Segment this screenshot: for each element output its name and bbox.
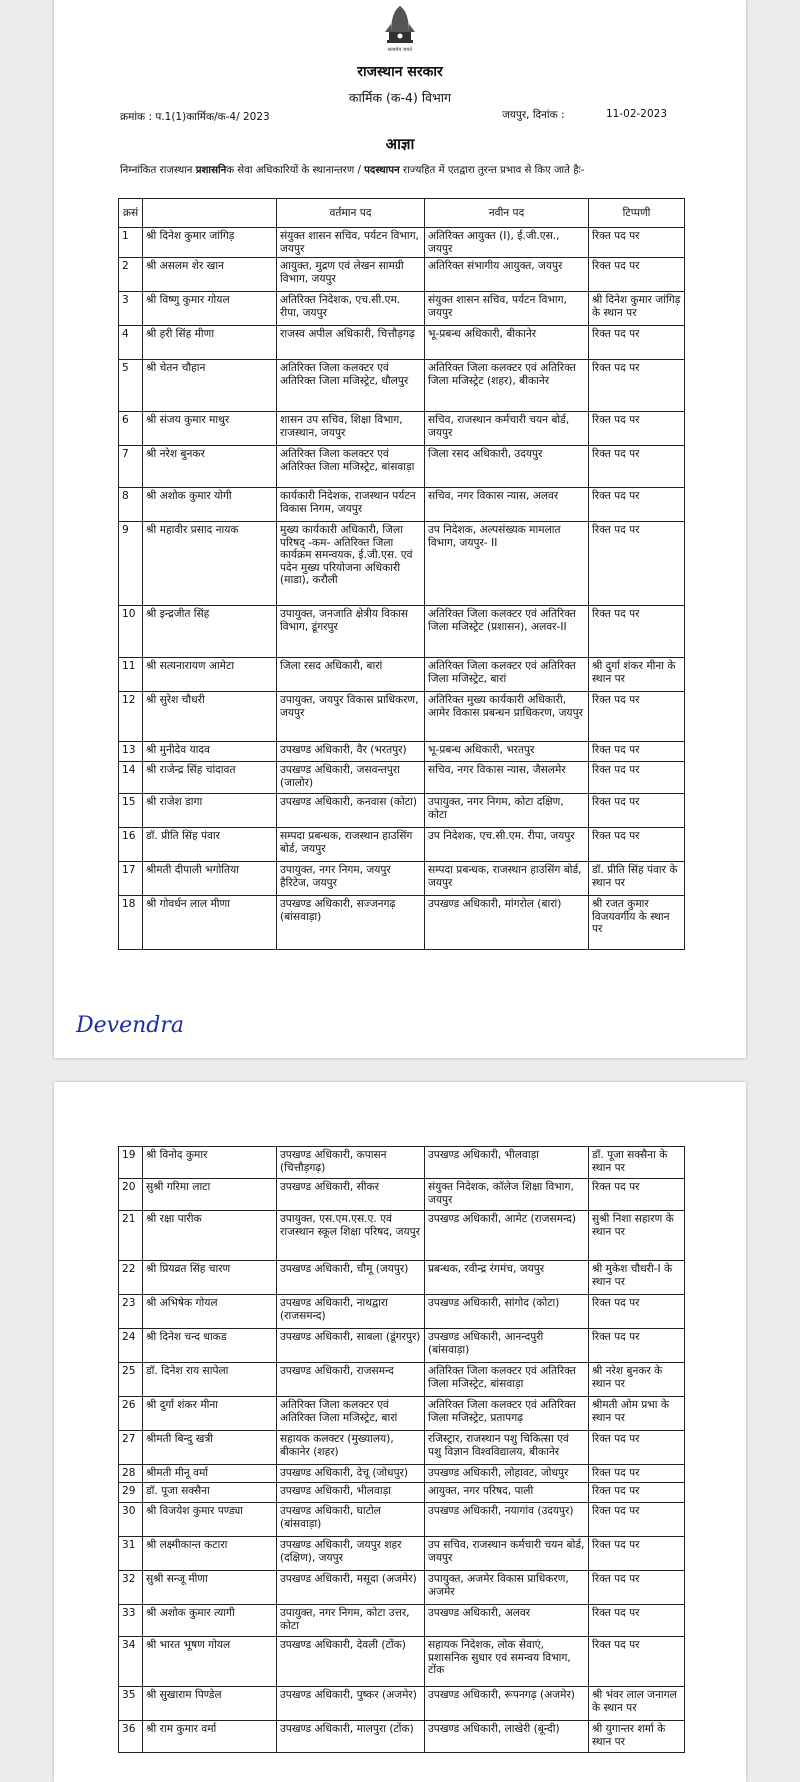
officer-name: श्री प्रियव्रत सिंह चारण <box>143 1261 277 1295</box>
current-post: संयुक्त शासन सचिव, पर्यटन विभाग, जयपुर <box>277 228 425 258</box>
remark: श्री रजत कुमार विजयवर्गीय के स्थान पर <box>589 896 685 950</box>
officer-name: श्रीमती बिन्दु खत्री <box>143 1431 277 1465</box>
table-row <box>119 606 685 658</box>
column-header: क्रसं <box>119 199 143 228</box>
table-row <box>119 1363 685 1397</box>
officer-name: श्रीमती मीनू वर्मा <box>143 1465 277 1483</box>
new-post: संयुक्त शासन सचिव, पर्यटन विभाग, जयपुर <box>425 292 589 326</box>
officer-name: श्री विष्णु कुमार गोयल <box>143 292 277 326</box>
table-row <box>119 762 685 794</box>
table-row <box>119 742 685 762</box>
new-post: उपखण्ड अधिकारी, आनन्दपुरी (बांसवाड़ा) <box>425 1329 589 1363</box>
serial-number: 33 <box>119 1605 143 1637</box>
table-row <box>119 1605 685 1637</box>
current-post: उपायुक्त, नगर निगम, कोटा उत्तर, कोटा <box>277 1605 425 1637</box>
officer-name: श्री सुरेश चौधरी <box>143 692 277 742</box>
officer-name: डॉ. पूजा सक्सैना <box>143 1483 277 1503</box>
table-row <box>119 446 685 488</box>
new-post: उपखण्ड अधिकारी, लाखेरी (बून्दी) <box>425 1721 589 1753</box>
order-title: आज्ञा <box>385 135 415 153</box>
remark: रिक्त पद पर <box>589 258 685 292</box>
serial-number: 5 <box>119 360 143 412</box>
serial-number: 12 <box>119 692 143 742</box>
current-post: उपायुक्त, नगर निगम, जयपुर हैरिटेज, जयपुर <box>277 862 425 896</box>
current-post: उपखण्ड अधिकारी, जयपुर शहर (दक्षिण), जयपुर <box>277 1537 425 1571</box>
current-post: उपखण्ड अधिकारी, चौमू (जयपुर) <box>277 1261 425 1295</box>
officer-name: श्री सत्यनारायण आमेटा <box>143 658 277 692</box>
officer-name: श्री इन्द्रजीत सिंह <box>143 606 277 658</box>
serial-number: 29 <box>119 1483 143 1503</box>
serial-number: 6 <box>119 412 143 446</box>
serial-number: 30 <box>119 1503 143 1537</box>
current-post: अतिरिक्त जिला कलक्टर एवं अतिरिक्त जिला मजिस्ट्रेट, बारां <box>277 1397 425 1431</box>
remark: श्री नरेश बुनकर के स्थान पर <box>589 1363 685 1397</box>
new-post: भू-प्रबन्ध अधिकारी, बीकानेर <box>425 326 589 360</box>
remark: रिक्त पद पर <box>589 1537 685 1571</box>
current-post: उपखण्ड अधिकारी, जसवन्तपुरा (जालोर) <box>277 762 425 794</box>
new-post: अतिरिक्त मुख्य कार्यकारी अधिकारी, आमेर विकास प्रबन्धन प्राधिकरण, जयपुर <box>425 692 589 742</box>
table-row <box>119 1483 685 1503</box>
new-post: जिला रसद अधिकारी, उदयपुर <box>425 446 589 488</box>
serial-number: 32 <box>119 1571 143 1605</box>
serial-number: 28 <box>119 1465 143 1483</box>
serial-number: 35 <box>119 1687 143 1721</box>
remark: डॉ. पूजा सक्सैना के स्थान पर <box>589 1147 685 1179</box>
officer-name: श्री महावीर प्रसाद नायक <box>143 522 277 606</box>
new-post: उपखण्ड अधिकारी, रूपनगढ़ (अजमेर) <box>425 1687 589 1721</box>
current-post: अतिरिक्त जिला कलक्टर एवं अतिरिक्त जिला मजिस्ट्रेट, बांसवाड़ा <box>277 446 425 488</box>
new-post: उप निदेशक, एच.सी.एम. रीपा, जयपुर <box>425 828 589 862</box>
table-row <box>119 412 685 446</box>
officer-name: श्री राजेन्द्र सिंह चांदावत <box>143 762 277 794</box>
table-row <box>119 658 685 692</box>
remark: रिक्त पद पर <box>589 412 685 446</box>
serial-number: 18 <box>119 896 143 950</box>
remark: श्री मुकेश चौधरी-I के स्थान पर <box>589 1261 685 1295</box>
officer-name: सुश्री गरिमा लाटा <box>143 1179 277 1211</box>
officer-name: श्री राम कुमार वर्मा <box>143 1721 277 1753</box>
document-page-2 <box>54 1082 746 1782</box>
table-row <box>119 896 685 950</box>
serial-number: 31 <box>119 1537 143 1571</box>
remark: रिक्त पद पर <box>589 1483 685 1503</box>
current-post: उपखण्ड अधिकारी, कनवास (कोटा) <box>277 794 425 828</box>
officer-name: श्री रक्षा पारीक <box>143 1211 277 1261</box>
current-post: उपायुक्त, एस.एम.एस.ए. एवं राजस्थान स्कूल शिक्षा परिषद, जयपुर <box>277 1211 425 1261</box>
table-row <box>119 1397 685 1431</box>
officer-name: श्रीमती दीपाली भगोतिया <box>143 862 277 896</box>
new-post: आयुक्त, नगर परिषद, पाली <box>425 1483 589 1503</box>
officer-name: श्री दिनेश चन्द धाकड <box>143 1329 277 1363</box>
table-row <box>119 1211 685 1261</box>
current-post: उपखण्ड अधिकारी, वैर (भरतपुर) <box>277 742 425 762</box>
emblem-motto: सत्यमेव जयते <box>387 47 413 53</box>
current-post: सम्पदा प्रबन्धक, राजस्थान हाउसिंग बोर्ड, जयपुर <box>277 828 425 862</box>
officer-name: श्री विनोद कुमार <box>143 1147 277 1179</box>
serial-number: 13 <box>119 742 143 762</box>
current-post: उपखण्ड अधिकारी, मसूदा (अजमेर) <box>277 1571 425 1605</box>
table-row <box>119 1537 685 1571</box>
remark: रिक्त पद पर <box>589 762 685 794</box>
current-post: उपखण्ड अधिकारी, सीकर <box>277 1179 425 1211</box>
column-header: वर्तमान पद <box>277 199 425 228</box>
table-row <box>119 258 685 292</box>
remark: डॉ. प्रीति सिंह पंवार के स्थान पर <box>589 862 685 896</box>
serial-number: 14 <box>119 762 143 794</box>
officer-name: श्री चेतन चौहान <box>143 360 277 412</box>
officer-name: श्री नरेश बुनकर <box>143 446 277 488</box>
remark: रिक्त पद पर <box>589 360 685 412</box>
current-post: उपखण्ड अधिकारी, मालपुरा (टोंक) <box>277 1721 425 1753</box>
transfer-table-page-2 <box>118 1146 685 1753</box>
table-row <box>119 522 685 606</box>
new-post: अतिरिक्त आयुक्त (I), ई.जी.एस., जयपुर <box>425 228 589 258</box>
new-post: उपायुक्त, अजमेर विकास प्राधिकरण, अजमेर <box>425 1571 589 1605</box>
remark: रिक्त पद पर <box>589 742 685 762</box>
current-post: उपखण्ड अधिकारी, भीलवाड़ा <box>277 1483 425 1503</box>
serial-number: 27 <box>119 1431 143 1465</box>
remark: रिक्त पद पर <box>589 794 685 828</box>
remark: रिक्त पद पर <box>589 606 685 658</box>
current-post: आयुक्त, मुद्रण एवं लेखन सामग्री विभाग, जयपुर <box>277 258 425 292</box>
serial-number: 3 <box>119 292 143 326</box>
current-post: उपखण्ड अधिकारी, देचू (जोधपुर) <box>277 1465 425 1483</box>
table-row <box>119 1147 685 1179</box>
serial-number: 26 <box>119 1397 143 1431</box>
remark: रिक्त पद पर <box>589 1329 685 1363</box>
remark: रिक्त पद पर <box>589 326 685 360</box>
table-row <box>119 828 685 862</box>
current-post: उपखण्ड अधिकारी, नाथद्वारा (राजसमन्द) <box>277 1295 425 1329</box>
intro-text: निम्नांकित राजस्थान प्रशासनिक सेवा अधिकारियों के स्थानान्तरण / पदस्थापन राज्यहित में एतद्वारा तुरन्त प्रभाव से किए जाते हैः- <box>120 165 585 176</box>
table-row <box>119 1721 685 1753</box>
column-header <box>143 199 277 228</box>
officer-name: श्री अशोक कुमार योगी <box>143 488 277 522</box>
new-post: रजिस्ट्रार, राजस्थान पशु चिकित्सा एवं पशु विज्ञान विश्वविद्यालय, बीकानेर <box>425 1431 589 1465</box>
remark: रिक्त पद पर <box>589 1503 685 1537</box>
current-post: राजस्व अपील अधिकारी, चित्तौड़गढ़ <box>277 326 425 360</box>
serial-number: 36 <box>119 1721 143 1753</box>
current-post: शासन उप सचिव, शिक्षा विभाग, राजस्थान, जयपुर <box>277 412 425 446</box>
remark: रिक्त पद पर <box>589 1571 685 1605</box>
officer-name: श्री लक्ष्मीकान्त कटारा <box>143 1537 277 1571</box>
serial-number: 21 <box>119 1211 143 1261</box>
officer-name: श्री संजय कुमार माथुर <box>143 412 277 446</box>
new-post: सचिव, राजस्थान कर्मचारी चयन बोर्ड, जयपुर <box>425 412 589 446</box>
new-post: अतिरिक्त जिला कलक्टर एवं अतिरिक्त जिला मजिस्ट्रेट, बांसवाड़ा <box>425 1363 589 1397</box>
serial-number: 17 <box>119 862 143 896</box>
officer-name: श्री गोवर्धन लाल मीणा <box>143 896 277 950</box>
remark: रिक्त पद पर <box>589 1605 685 1637</box>
remark: रिक्त पद पर <box>589 228 685 258</box>
serial-number: 7 <box>119 446 143 488</box>
officer-name: श्री असलम शेर खान <box>143 258 277 292</box>
serial-number: 15 <box>119 794 143 828</box>
current-post: जिला रसद अधिकारी, बारां <box>277 658 425 692</box>
new-post: अतिरिक्त जिला कलक्टर एवं अतिरिक्त जिला मजिस्ट्रेट, प्रतापगढ़ <box>425 1397 589 1431</box>
remark: श्री दुर्गा शंकर मीना के स्थान पर <box>589 658 685 692</box>
column-header: टिप्पणी <box>589 199 685 228</box>
officer-name: श्री दिनेश कुमार जांगिड़ <box>143 228 277 258</box>
serial-number: 19 <box>119 1147 143 1179</box>
ashoka-emblem-icon <box>377 2 423 54</box>
new-post: सचिव, नगर विकास न्यास, जैसलमेर <box>425 762 589 794</box>
department-name: कार्मिक (क-4) विभाग <box>348 90 452 105</box>
table-row <box>119 1179 685 1211</box>
serial-number: 22 <box>119 1261 143 1295</box>
remark: श्री भंवर लाल जनागल के स्थान पर <box>589 1687 685 1721</box>
remark: रिक्त पद पर <box>589 1637 685 1687</box>
officer-name: श्री अशोक कुमार त्यागी <box>143 1605 277 1637</box>
new-post: सहायक निदेशक, लोक सेवाएं, प्रशासनिक सुधार एवं समन्वय विभाग, टोंक <box>425 1637 589 1687</box>
serial-number: 16 <box>119 828 143 862</box>
current-post: उपखण्ड अधिकारी, कपासन (चित्तौड़गढ़) <box>277 1147 425 1179</box>
table-row <box>119 862 685 896</box>
signature <box>74 1004 184 1044</box>
serial-number: 9 <box>119 522 143 606</box>
remark: रिक्त पद पर <box>589 1179 685 1211</box>
remark: सुश्री निशा सहारण के स्थान पर <box>589 1211 685 1261</box>
current-post: कार्यकारी निदेशक, राजस्थान पर्यटन विकास निगम, जयपुर <box>277 488 425 522</box>
serial-number: 10 <box>119 606 143 658</box>
remark: श्री युगान्तर शर्मा के स्थान पर <box>589 1721 685 1753</box>
current-post: उपखण्ड अधिकारी, सज्जनगढ़ (बांसवाड़ा) <box>277 896 425 950</box>
new-post: उपखण्ड अधिकारी, अलवर <box>425 1605 589 1637</box>
new-post: अतिरिक्त जिला कलक्टर एवं अतिरिक्त जिला मजिस्ट्रेट, बारां <box>425 658 589 692</box>
new-post: अतिरिक्त जिला कलक्टर एवं अतिरिक्त जिला मजिस्ट्रेट (शहर), बीकानेर <box>425 360 589 412</box>
current-post: उपखण्ड अधिकारी, साबला (डूंगरपुर) <box>277 1329 425 1363</box>
new-post: उपखण्ड अधिकारी, लोहावट, जोधपुर <box>425 1465 589 1483</box>
table-header-row <box>119 199 685 228</box>
officer-name: सुश्री सन्जू मीणा <box>143 1571 277 1605</box>
current-post: मुख्य कार्यकारी अधिकारी, जिला परिषद् -कम- अतिरिक्त जिला कार्यक्रम समन्वयक, ई.जी.एस. एवं पदेन मुख्य परियोजना अधिकारी (माडा), करौली <box>277 522 425 606</box>
serial-number: 24 <box>119 1329 143 1363</box>
table-row <box>119 1503 685 1537</box>
officer-name: श्री विजयेश कुमार पण्ड्या <box>143 1503 277 1537</box>
remark: श्री दिनेश कुमार जांगिड़ के स्थान पर <box>589 292 685 326</box>
place-date-label: जयपुर, दिनांक : <box>502 109 565 121</box>
serial-number: 4 <box>119 326 143 360</box>
serial-number: 11 <box>119 658 143 692</box>
transfer-table-page-1 <box>118 198 685 950</box>
remark: श्रीमती ओम प्रभा के स्थान पर <box>589 1397 685 1431</box>
current-post: उपखण्ड अधिकारी, पुष्कर (अजमेर) <box>277 1687 425 1721</box>
table-row <box>119 794 685 828</box>
table-row <box>119 1687 685 1721</box>
remark: रिक्त पद पर <box>589 692 685 742</box>
table-row <box>119 1261 685 1295</box>
new-post: उपायुक्त, नगर निगम, कोटा दक्षिण, कोटा <box>425 794 589 828</box>
serial-number: 20 <box>119 1179 143 1211</box>
remark: रिक्त पद पर <box>589 446 685 488</box>
new-post: अतिरिक्त संभागीय आयुक्त, जयपुर <box>425 258 589 292</box>
current-post: उपायुक्त, जयपुर विकास प्राधिकरण, जयपुर <box>277 692 425 742</box>
current-post: उपखण्ड अधिकारी, घाटोल (बांसवाड़ा) <box>277 1503 425 1537</box>
table-row <box>119 360 685 412</box>
table-row <box>119 326 685 360</box>
table-row <box>119 488 685 522</box>
table-row <box>119 1571 685 1605</box>
new-post: सम्पदा प्रबन्धक, राजस्थान हाउसिंग बोर्ड, जयपुर <box>425 862 589 896</box>
current-post: उपखण्ड अधिकारी, राजसमन्द <box>277 1363 425 1397</box>
remark: रिक्त पद पर <box>589 1431 685 1465</box>
new-post: प्रबन्धक, रवीन्द्र रंगमंच, जयपुर <box>425 1261 589 1295</box>
new-post: उपखण्ड अधिकारी, भीलवाड़ा <box>425 1147 589 1179</box>
serial-number: 1 <box>119 228 143 258</box>
new-post: सचिव, नगर विकास न्यास, अलवर <box>425 488 589 522</box>
table-row <box>119 1431 685 1465</box>
new-post: उपखण्ड अधिकारी, आमेट (राजसमन्द) <box>425 1211 589 1261</box>
new-post: अतिरिक्त जिला कलक्टर एवं अतिरिक्त जिला मजिस्ट्रेट (प्रशासन), अलवर-II <box>425 606 589 658</box>
government-name: राजस्थान सरकार <box>357 64 443 80</box>
table-row <box>119 1295 685 1329</box>
table-row <box>119 1637 685 1687</box>
table-row <box>119 692 685 742</box>
new-post: उपखण्ड अधिकारी, मांगरोल (बारां) <box>425 896 589 950</box>
column-header: नवीन पद <box>425 199 589 228</box>
officer-name: श्री सुखाराम पिण्डेल <box>143 1687 277 1721</box>
table-row <box>119 1465 685 1483</box>
serial-number: 23 <box>119 1295 143 1329</box>
officer-name: श्री राजेश डागा <box>143 794 277 828</box>
current-post: अतिरिक्त जिला कलक्टर एवं अतिरिक्त जिला मजिस्ट्रेट, धौलपुर <box>277 360 425 412</box>
officer-name: डॉ. प्रीति सिंह पंवार <box>143 828 277 862</box>
order-date: 11-02-2023 <box>606 108 668 120</box>
order-number: क्रमांक : प.1(1)कार्मिक/क-4/ 2023 <box>120 111 270 123</box>
remark: रिक्त पद पर <box>589 522 685 606</box>
new-post: उपखण्ड अधिकारी, नयागांव (उदयपुर) <box>425 1503 589 1537</box>
current-post: अतिरिक्त निदेशक, एच.सी.एम. रीपा, जयपुर <box>277 292 425 326</box>
remark: रिक्त पद पर <box>589 828 685 862</box>
serial-number: 25 <box>119 1363 143 1397</box>
officer-name: श्री मुनीदेव यादव <box>143 742 277 762</box>
serial-number: 8 <box>119 488 143 522</box>
new-post: उप निदेशक, अल्पसंख्यक मामलात विभाग, जयपुर- II <box>425 522 589 606</box>
officer-name: श्री दुर्गा शंकर मीना <box>143 1397 277 1431</box>
officer-name: श्री भारत भूषण गोयल <box>143 1637 277 1687</box>
current-post: सहायक कलक्टर (मुख्यालय), बीकानेर (शहर) <box>277 1431 425 1465</box>
officer-name: श्री हरी सिंह मीणा <box>143 326 277 360</box>
remark: रिक्त पद पर <box>589 1295 685 1329</box>
new-post: संयुक्त निदेशक, कॉलेज शिक्षा विभाग, जयपुर <box>425 1179 589 1211</box>
table-row <box>119 228 685 258</box>
current-post: उपायुक्त, जनजाति क्षेत्रीय विकास विभाग, डूंगरपुर <box>277 606 425 658</box>
officer-name: डॉ. दिनेश राय सापेला <box>143 1363 277 1397</box>
new-post: उप सचिव, राजस्थान कर्मचारी चयन बोर्ड, जयपुर <box>425 1537 589 1571</box>
remark: रिक्त पद पर <box>589 488 685 522</box>
current-post: उपखण्ड अधिकारी, देवली (टोंक) <box>277 1637 425 1687</box>
table-row <box>119 292 685 326</box>
new-post: उपखण्ड अधिकारी, सांगोद (कोटा) <box>425 1295 589 1329</box>
table-row <box>119 1329 685 1363</box>
new-post: भू-प्रबन्ध अधिकारी, भरतपुर <box>425 742 589 762</box>
serial-number: 34 <box>119 1637 143 1687</box>
officer-name: श्री अभिषेक गोयल <box>143 1295 277 1329</box>
signature-text: Devendra <box>76 1013 184 1038</box>
document-page-1 <box>54 0 746 1058</box>
serial-number: 2 <box>119 258 143 292</box>
remark: रिक्त पद पर <box>589 1465 685 1483</box>
